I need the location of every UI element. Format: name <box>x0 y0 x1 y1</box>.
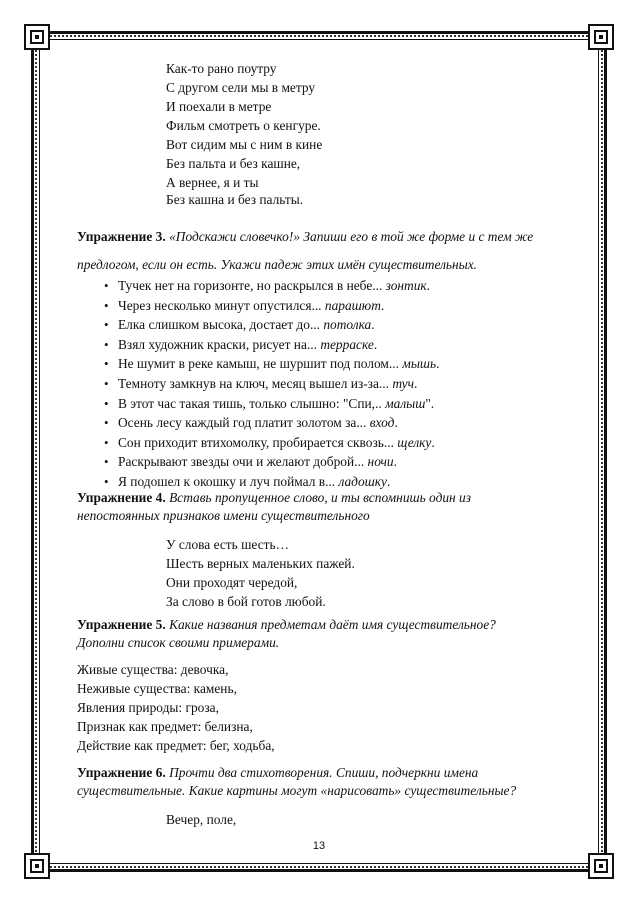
poem-line: Фильм смотреть о кенгуре. <box>166 118 321 133</box>
list-item <box>118 394 439 414</box>
sentence-text: Взял художник краски, рисует на... <box>118 336 321 352</box>
corner-ornament-icon <box>24 24 50 50</box>
sentence-end: . <box>431 434 435 450</box>
poem-line: У слова есть шесть… <box>166 537 289 552</box>
sentence-text: Я подошел к окошку и луч поймал в... <box>118 473 339 489</box>
answer-word: туч <box>392 375 414 391</box>
exercise-5-title: Упражнение 5. <box>77 617 166 632</box>
answer-word: зонтик <box>385 278 427 293</box>
exercise-4-task-cont <box>77 507 370 524</box>
poem-line: Шесть верных маленьких пажей. <box>166 556 355 571</box>
exercise-4-task-line2: непостоянных признаков имени существительного <box>77 508 370 523</box>
sentence-text: Елка слишком высока, достает до... <box>118 317 324 333</box>
sentence-text: Раскрывают звезды очи и желают доброй... <box>118 454 368 470</box>
poem-line: С другом сели мы в метру <box>166 80 316 95</box>
exercise-4-title: Упражнение 4. <box>77 490 166 505</box>
list-item: Явления природы: гроза, <box>77 700 219 715</box>
answer-word: ночи <box>367 454 394 470</box>
sentence-end: . <box>413 375 418 391</box>
list-item <box>118 413 439 433</box>
exercise-6-heading <box>77 764 478 781</box>
list-item <box>118 452 439 472</box>
sentence-text: Через несколько минут опустился... <box>118 297 325 313</box>
sentence-end: . <box>371 317 375 333</box>
sentence-end: . <box>386 473 391 489</box>
answer-word: мышь <box>402 356 437 372</box>
answer-word: ладошку <box>338 473 387 489</box>
sentence-text: Сон приходит втихомолку, пробирается сквозь... <box>118 434 398 450</box>
poem-line: Без пальта и без кашне, <box>166 156 301 171</box>
poem-line: Вот сидим мы с ним в кине <box>166 137 323 152</box>
corner-ornament-icon <box>24 853 50 879</box>
list-item <box>118 276 439 296</box>
corner-ornament-icon <box>588 853 614 879</box>
answer-word: парашют <box>324 297 381 313</box>
sentence-end: ". <box>425 395 435 411</box>
list-item <box>118 315 439 335</box>
poem-line: Вечер, поле, <box>166 812 237 827</box>
answer-word: малыш <box>385 395 426 411</box>
sentence-text: Осень лесу каждый год платит золотом за... <box>118 415 370 431</box>
exercise-3-title: Упражнение 3. <box>77 229 166 244</box>
exercise-3-list <box>118 276 439 492</box>
list-item <box>118 296 439 316</box>
exercise-4-task: Вставь пропущенное слово, и ты вспомнишь один из <box>169 490 471 505</box>
sentence-end: . <box>436 356 440 372</box>
sentence-end: . <box>380 297 385 313</box>
sentence-text: Темноту замкнув на ключ, месяц вышел из-за... <box>118 375 393 391</box>
exercise-3-task-cont <box>77 256 477 273</box>
answer-word: щелку <box>397 434 432 450</box>
answer-word: терраске <box>320 336 374 352</box>
poem-line: Как-то рано поутру <box>166 61 277 76</box>
list-item: Действие как предмет: бег, ходьба, <box>77 738 275 753</box>
list-item <box>118 354 439 374</box>
exercise-4-heading <box>77 489 471 506</box>
corner-ornament-icon <box>588 24 614 50</box>
exercise-3-heading <box>77 228 533 245</box>
poem-line: За слово в бой готов любой. <box>166 594 326 609</box>
sentence-text: Тучек нет на горизонте, но раскрылся в небе... <box>118 278 386 293</box>
exercise-3-task-line2: предлогом, если он есть. Укажи падеж этих имён существительных. <box>77 257 478 272</box>
list-item: Признак как предмет: белизна, <box>77 719 253 734</box>
page-number: 13 <box>312 840 326 852</box>
list-item <box>118 433 439 453</box>
exercise-6-title: Упражнение 6. <box>77 765 166 780</box>
list-item <box>118 335 439 355</box>
poem-line: Без кашна и без пальты. <box>166 192 304 207</box>
exercise-5-heading <box>77 616 496 633</box>
list-item: Живые существа: девочка, <box>77 662 229 677</box>
sentence-end: . <box>426 278 431 293</box>
exercise-6-task-cont <box>77 782 516 799</box>
sentence-text: Не шумит в реке камыш, не шуршит под полом... <box>118 356 403 372</box>
list-item: Неживые существа: камень, <box>77 681 237 696</box>
poem-line: Они проходят чередой, <box>166 575 298 590</box>
exercise-5-task-line2: Дополни список своими примерами. <box>77 635 280 650</box>
exercise-5-task-cont <box>77 634 279 651</box>
exercise-6-task-line2: существительные. Какие картины могут «нарисовать» существительные? <box>77 783 517 798</box>
poem-line: А вернее, я и ты <box>166 175 259 190</box>
sentence-end: . <box>373 336 378 352</box>
sentence-end: . <box>393 454 397 470</box>
answer-word: вход <box>369 415 395 431</box>
exercise-5-task: Какие названия предметам даёт имя существительное? <box>169 617 496 632</box>
sentence-text: В этот час такая тишь, только слышно: "Спи,.. <box>118 395 386 411</box>
sentence-end: . <box>394 415 398 431</box>
exercise-6-task: Прочти два стихотворения. Спиши, подчеркни имена <box>169 765 479 780</box>
list-item <box>118 374 439 394</box>
exercise-3-task: «Подскажи словечко!» Запиши его в той же форме и с тем же <box>169 229 534 244</box>
answer-word: потолка <box>323 317 372 333</box>
poem-line: И поехали в метре <box>166 99 272 114</box>
